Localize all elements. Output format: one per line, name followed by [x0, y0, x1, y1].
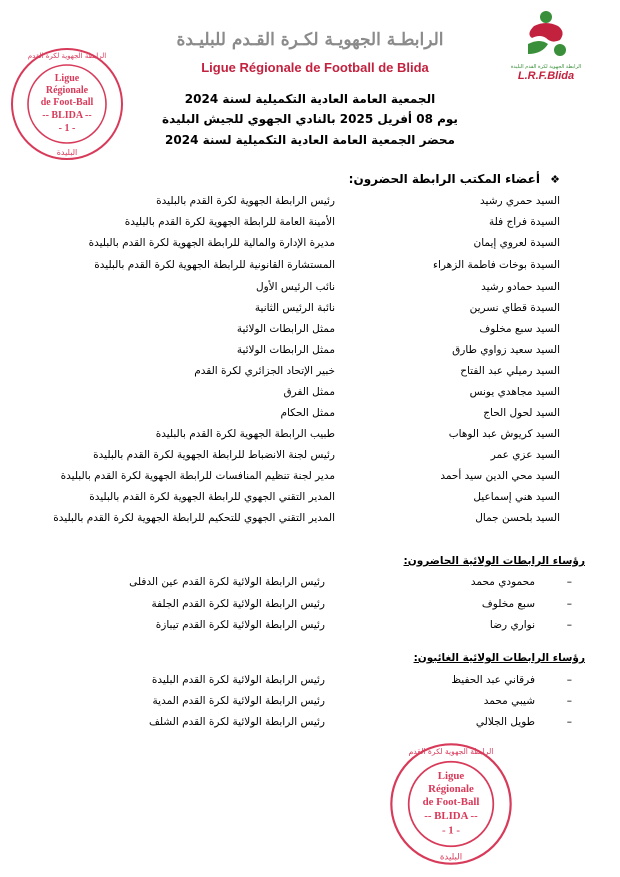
stamp-line1: Ligue	[54, 73, 80, 84]
member-role: المستشارة القانونية للرابطة الجهوية لكرة القدم بالبليدة	[94, 259, 335, 271]
list-item	[0, 428, 620, 446]
member-name: السيد حمري رشيد	[480, 195, 560, 207]
member-role: رئيس الرابطة الولائية لكرة القدم عين الدفلى	[129, 576, 325, 588]
stamp-top	[8, 45, 126, 163]
list-item	[0, 716, 620, 734]
stamp-bottom	[387, 740, 515, 868]
member-name: السيد محي الدين سيد أحمد	[440, 470, 560, 482]
list-item	[0, 512, 620, 530]
minutes-title: محضر الجمعية العامة العادية التكميلية لسنة 2024	[165, 133, 455, 147]
member-name: السيدة لعروي إيمان	[473, 237, 560, 249]
member-name: السيد سبع مخلوف	[479, 323, 560, 335]
stamp-line4: -- BLIDA --	[42, 110, 92, 121]
list-item	[0, 449, 620, 467]
list-item	[0, 407, 620, 425]
section-office-members-title	[349, 172, 560, 186]
football-player-icon	[506, 8, 586, 60]
member-role: رئيس الرابطة الولائية لكرة القدم تيبازة	[155, 619, 325, 631]
list-item	[0, 695, 620, 713]
list-item	[0, 302, 620, 320]
section-office-members-label: أعضاء المكتب الرابطة الحضرون:	[348, 172, 540, 186]
list-item	[0, 386, 620, 404]
member-role: نائبة الرئيس الثانية	[254, 302, 335, 314]
member-role: رئيس لجنة الانضباط للرابطة الجهوية لكرة القدم بالبليدة	[93, 449, 335, 461]
list-item	[0, 259, 620, 277]
member-name: شيبي محمد	[483, 695, 535, 707]
member-role: ممثل الفرق	[283, 386, 335, 398]
stamp-bottom-text: البليدة	[439, 852, 463, 863]
member-role: رئيس الرابطة الولائية لكرة القدم المدية	[152, 695, 325, 707]
member-name: محمودي محمد	[470, 576, 535, 588]
logo-text: L.R.F.Blida	[517, 70, 575, 82]
member-name: سبع مخلوف	[481, 598, 535, 610]
member-name: السيدة بوخات فاطمة الزهراء	[433, 259, 560, 271]
stamp-line3: de Foot-Ball	[422, 796, 480, 809]
stamp-line1: Ligue	[437, 770, 465, 783]
member-role: رئيس الرابطة الجهوية لكرة القدم بالبليدة	[156, 195, 335, 207]
dash: –	[566, 674, 572, 686]
dash: –	[566, 619, 572, 631]
dash: –	[566, 576, 572, 588]
member-role: ممثل الرابطات الولائية	[236, 344, 335, 356]
list-item	[0, 619, 620, 637]
logo-tagline: الرابطة الجهوية لكرة القدم البليدة	[510, 64, 582, 70]
league-logo	[506, 8, 586, 82]
list-item	[0, 598, 620, 616]
stamp-bottom-text: البليدة	[56, 148, 78, 157]
member-name: طويل الجلالي	[475, 716, 535, 728]
member-name: السيد رميلي عبد الفتاح	[460, 365, 560, 377]
member-name: السيد مجاهدي يونس	[469, 386, 560, 398]
member-role: رئيس الرابطة الولائية لكرة القدم الجلفة	[151, 598, 325, 610]
member-name: السيد كريوش عبد الوهاب	[448, 428, 560, 440]
member-name: السيد هني إسماعيل	[473, 491, 560, 503]
member-role: طبيب الرابطة الجهوية لكرة القدم بالبليدة	[155, 428, 335, 440]
list-item	[0, 470, 620, 488]
member-role: ممثل الحكام	[280, 407, 335, 419]
member-name: فرقاني عبد الحفيظ	[451, 674, 535, 686]
dash: –	[566, 716, 572, 728]
member-name: نواري رضا	[489, 619, 535, 631]
member-name: السيد لحول الحاج	[483, 407, 560, 419]
member-name: السيد حمادو رشيد	[481, 281, 560, 293]
member-role: مديرة الإدارة والمالية للرابطة الجهوية لكرة القدم بالبليدة	[88, 237, 335, 249]
member-role: المدير التقني الجهوي للرابطة الجهوية لكرة القدم بالبليدة	[89, 491, 335, 503]
assembly-date-place: يوم 08 أفريل 2025 بالنادي الجهوي للجيش البليدة	[162, 112, 458, 126]
member-name: السيدة فراج فلة	[489, 216, 560, 228]
member-name: السيد بلحسن جمال	[475, 512, 560, 524]
list-item	[0, 281, 620, 299]
dash: –	[566, 598, 572, 610]
stamp-line4: -- BLIDA --	[424, 810, 478, 823]
member-role: ممثل الرابطات الولائية	[236, 323, 335, 335]
assembly-title: الجمعية العامة العادية التكميلية لسنة 2024	[184, 92, 436, 106]
dash: –	[566, 695, 572, 707]
list-item	[0, 323, 620, 341]
stamp-number: - 1 -	[58, 123, 76, 134]
list-item	[0, 344, 620, 362]
member-role: نائب الرئيس الأول	[255, 281, 335, 293]
bullet-icon: ❖	[550, 173, 560, 186]
list-item	[0, 195, 620, 213]
league-title-french: Ligue Régionale de Football de Blida	[201, 60, 429, 75]
member-role: رئيس الرابطة الولائية لكرة القدم البليدة	[151, 674, 325, 686]
member-role: مدير لجنة تنظيم المنافسات للرابطة الجهوية لكرة القدم بالبليدة	[60, 470, 335, 482]
list-item	[0, 216, 620, 234]
league-title-arabic: الرابطـة الجهويـة لكـرة القـدم للبليـدة	[176, 30, 444, 50]
stamp-outer-text: الرابطة الجهوية لكرة القدم	[27, 52, 107, 60]
section-absent-presidents-title: رؤساء الرابطات الولائية الغائبون:	[413, 652, 585, 664]
member-name: السيد عزي عمر	[490, 449, 560, 461]
list-item	[0, 491, 620, 509]
member-role: رئيس الرابطة الولائية لكرة القدم الشلف	[148, 716, 325, 728]
list-item	[0, 674, 620, 692]
member-role: خبير الإتحاد الجزائري لكرة القدم	[194, 365, 335, 377]
member-role: المدير التقني الجهوي للتحكيم للرابطة الجهوية لكرة القدم بالبليدة	[53, 512, 335, 524]
member-name: السيد سعيد زواوي طارق	[452, 344, 560, 356]
section-present-presidents-title: رؤساء الرابطات الولائية الحاضرون:	[403, 555, 585, 567]
list-item	[0, 576, 620, 594]
stamp-line2: Régionale	[428, 783, 474, 796]
stamp-line2: Régionale	[45, 85, 89, 96]
stamp-number: - 1 -	[441, 824, 461, 837]
list-item	[0, 365, 620, 383]
member-role: الأمينة العامة للرابطة الجهوية لكرة القدم بالبليدة	[124, 216, 335, 228]
stamp-line3: de Foot-Ball	[40, 97, 94, 108]
member-name: السيدة قطاي نسرين	[469, 302, 560, 314]
list-item	[0, 237, 620, 255]
stamp-outer-text: الرابطة الجهوية لكرة القدم	[408, 747, 494, 757]
